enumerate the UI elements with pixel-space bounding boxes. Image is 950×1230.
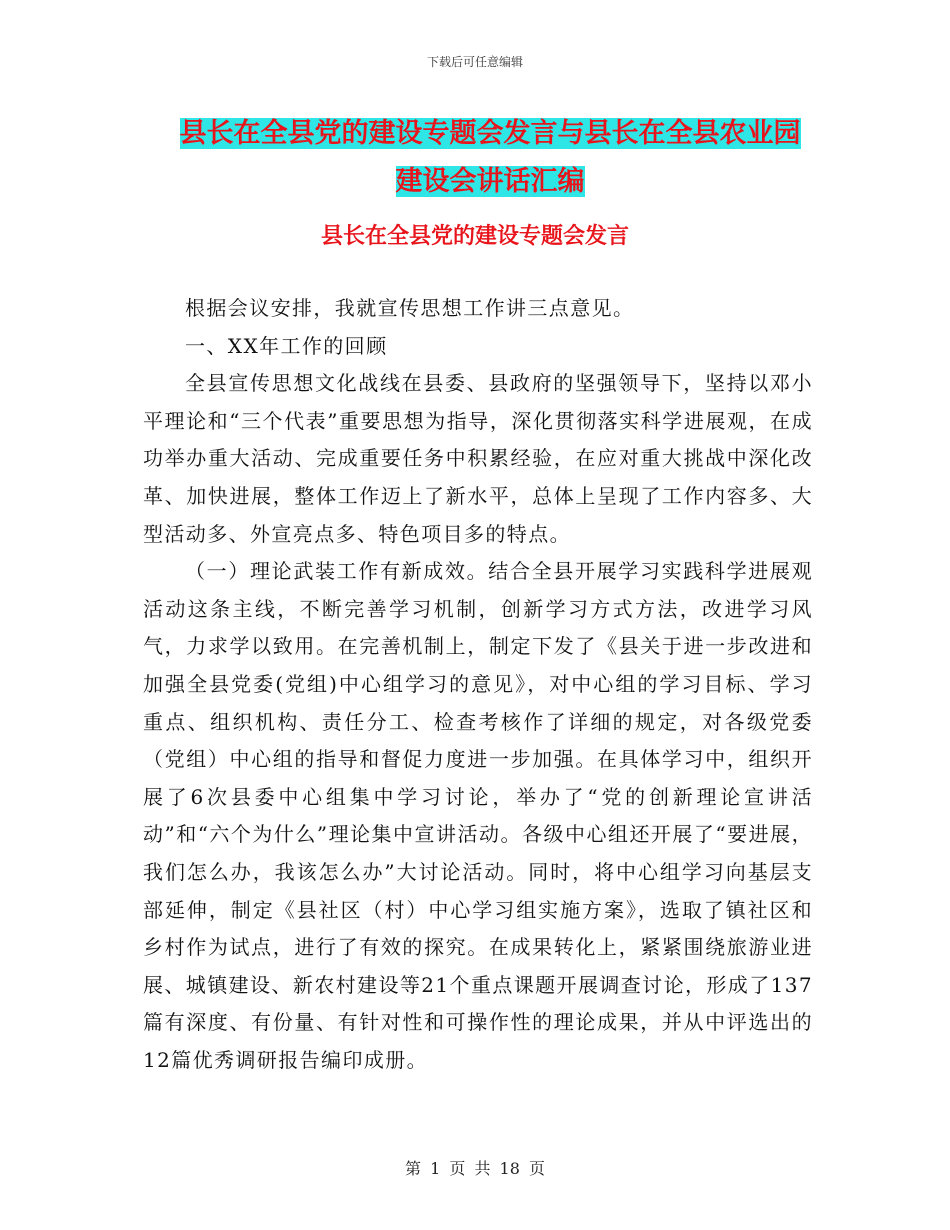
paragraph: （一）理论武装工作有新成效。结合全县开展学习实践科学进展观活动这条主线，不断完善学习机制，创新学习方式方法，改进学习风气，力求学以致用。在完善机制上，制定下发了《县关于进一步改进和加强全县党委(党组)中心组学习的意见》，对中心组的学习目标、学习重点、组织机构、责任分工、检查考核作了详细的规定，对各级党委（党组）中心组的指导和督促力度进一步加强。在具体学习中，组织开展了6次县委中心组集中学习讨论，举办了“党的创新理论宣讲活动”和“六个为什么”理论集中宣讲活动。各级中心组还开展了“要进展，我们怎么办，我该怎么办”大讨论活动。同时，将中心组学习向基层支部延伸，制定《县社区（村）中心学习组实施方案》，选取了镇社区和乡村作为试点，进行了有效的探究。在成果转化上，紧紧围绕旅游业进展、城镇建设、新农村建设等21个重点课题开展调查讨论，形成了137篇有深度、有份量、有针对性和可操作性的理论成果，并从中评选出的12篇优秀调研报告编印成册。 <box>143 559 813 1072</box>
document-title-line-2: 建设会讲话汇编 <box>395 166 585 197</box>
paragraph: 一、XX年工作的回顾 <box>185 333 388 358</box>
section-title: 县长在全县党的建设专题会发言 <box>320 224 629 249</box>
document-title <box>130 110 850 206</box>
document-title-line-1: 县长在全县党的建设专题会发言与县长在全县农业园 <box>179 118 801 149</box>
page-number: 第 1 页 共 18 页 <box>405 1159 545 1178</box>
page-header-note: 下载后可任意编辑 <box>426 55 523 69</box>
document-body <box>143 290 813 1079</box>
paragraph: 全县宣传思想文化战线在县委、县政府的坚强领导下，坚持以邓小平理论和“三个代表”重要思想为指导，深化贯彻落实科学进展观，在成功举办重大活动、完成重要任务中积累经验，在应对重大挑战中深化改革、加快进展，整体工作迈上了新水平，总体上呈现了工作内容多、大型活动多、外宣亮点多、特色项目多的特点。 <box>143 371 813 546</box>
paragraph: 根据会议安排，我就宣传思想工作讲三点意见。 <box>185 296 635 320</box>
